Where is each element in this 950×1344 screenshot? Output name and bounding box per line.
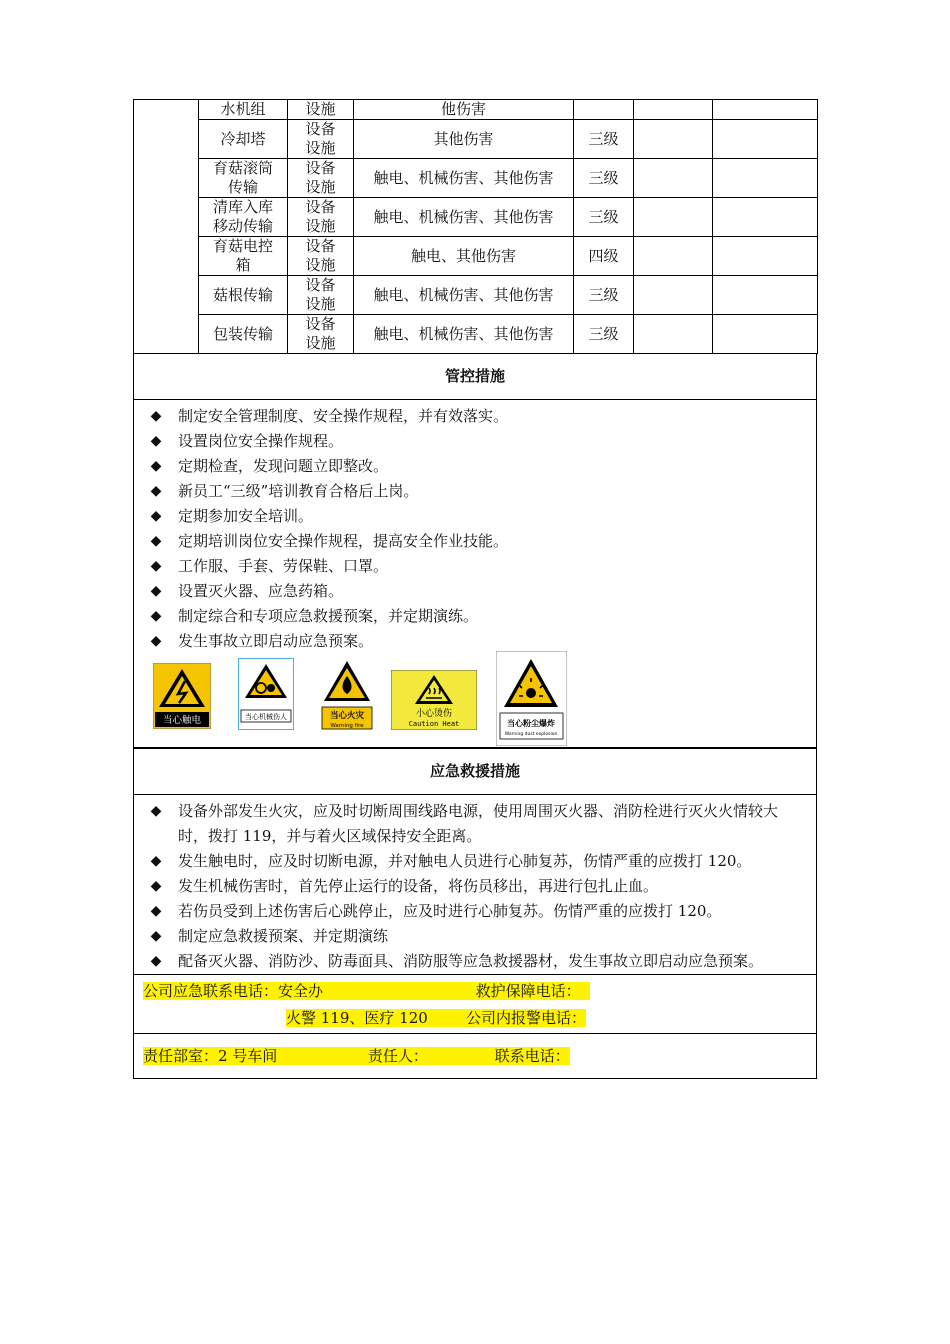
list-item [134,899,816,924]
cell-category: 设备 设施 [288,120,354,159]
cell-category: 设备 设施 [288,315,354,354]
diamond-bullet-icon: ◆ [150,483,162,499]
cell-empty [713,100,818,120]
table-row [134,120,818,159]
cell-category: 设备 设施 [288,159,354,198]
warning-signs [134,654,816,747]
merged-empty-cell [134,100,199,354]
list-item-text: 设备外部发生火灾，应及时切断周围线路电源，使用周围灭火器、消防栓进行灭火火情较大时，拨打 119，并与着火区域保持安全距离。 [178,802,779,845]
dust-explosion-sign [496,651,567,746]
cell-category: 设备 设施 [288,276,354,315]
hot-surface-sign [391,670,477,730]
list-item-text: 若伤员受到上述伤害后心跳停止，应及时进行心肺复苏。伤情严重的应拨打 120。 [178,902,722,920]
contact-block [134,974,816,1033]
hazard-table [133,99,818,354]
cell-name: 菇根传输 [199,276,288,315]
table-row [134,276,818,315]
cell-name: 清库入库 移动传输 [199,198,288,237]
list-item [134,404,816,429]
cell-hazard: 其他伤害 [354,120,574,159]
cell-hazard: 触电、机械伤害、其他伤害 [354,276,574,315]
list-item-text: 发生机械伤害时，首先停止运行的设备，将伤员移出，再进行包扎止血。 [178,877,659,895]
list-item [134,579,816,604]
cell-empty [713,159,818,198]
cell-level: 三级 [574,276,634,315]
diamond-bullet-icon: ◆ [150,803,162,819]
cell-empty [713,120,818,159]
cell-category: 设备 设施 [288,237,354,276]
cell-empty [634,120,713,159]
control-section [133,354,817,748]
list-item-text: 发生事故立即启动应急预案。 [178,632,374,650]
cell-level: 三级 [574,315,634,354]
document-page [133,99,817,1079]
cell-empty [634,198,713,237]
sign-sublabel: Warning fire [330,723,364,729]
list-item-text: 定期检查，发现问题立即整改。 [178,457,389,475]
list-item-text: 设置岗位安全操作规程。 [178,432,344,450]
list-item-text: 定期培训岗位安全操作规程，提高安全作业技能。 [178,532,509,550]
emergency-title: 应急救援措施 [134,748,816,794]
table-row [134,100,818,120]
list-item-text: 制定安全管理制度、安全操作规程，并有效落实。 [178,407,509,425]
responsibility-block [134,1033,816,1078]
list-item [134,554,816,579]
list-item [134,629,816,654]
machine-injury-sign [238,658,294,730]
responsible-person: 责任人： [367,1047,428,1065]
list-item [134,604,816,629]
list-item [134,454,816,479]
list-item-text: 制定应急救援预案、并定期演练 [178,927,389,945]
cell-empty [634,276,713,315]
sign-label: 小心烫伤 [415,709,453,719]
control-list [134,399,816,654]
fire-medical-numbers: 火警 119、医疗 120 [286,1009,428,1027]
control-title: 管控措施 [444,367,505,385]
cell-level: 三级 [574,159,634,198]
cell-name: 水机组 [199,100,288,120]
diamond-bullet-icon: ◆ [150,608,162,624]
emergency-section [133,748,817,1079]
table-row [134,237,818,276]
sign-label: 当心触电 [162,715,202,726]
cell-name: 育菇电控 箱 [199,237,288,276]
cell-level: 三级 [574,120,634,159]
cell-name: 育菇滚筒 传输 [199,159,288,198]
list-item-text: 工作服、手套、劳保鞋、口罩。 [178,557,389,575]
diamond-bullet-icon: ◆ [150,633,162,649]
diamond-bullet-icon: ◆ [150,533,162,549]
cell-hazard: 触电、机械伤害、其他伤害 [354,198,574,237]
contact-phone: 联系电话： [494,1047,570,1065]
list-item [134,849,816,874]
sign-sublabel: Warning dust explosion [504,732,558,737]
company-phone-label: 公司应急联系电话：安全办 [143,982,324,1000]
list-item [134,799,816,849]
diamond-bullet-icon: ◆ [150,408,162,424]
emergency-list [134,794,816,974]
sign-label: 当心机械伤人 [245,713,287,721]
table-row [134,159,818,198]
diamond-bullet-icon: ◆ [150,558,162,574]
diamond-bullet-icon: ◆ [150,953,162,969]
list-item [134,479,816,504]
cell-empty [713,315,818,354]
cell-empty [713,198,818,237]
cell-hazard: 触电、机械伤害、其他伤害 [354,159,574,198]
list-item [134,874,816,899]
cell-name: 包装传输 [199,315,288,354]
sign-label: 当心粉尘爆炸 [507,719,555,728]
list-item-text: 定期参加安全培训。 [178,507,314,525]
fire-sign [320,659,374,731]
cell-category: 设备 设施 [288,198,354,237]
diamond-bullet-icon: ◆ [150,928,162,944]
cell-empty [634,100,713,120]
list-item-text: 新员工“三级”培训教育合格后上岗。 [178,482,419,500]
sign-sublabel: Caution Heat [408,720,460,728]
list-item-text: 设置灭火器、应急药箱。 [178,582,344,600]
list-item [134,429,816,454]
internal-phone-label: 公司内报警电话： [465,1009,586,1027]
cell-empty [634,315,713,354]
cell-hazard: 触电、机械伤害、其他伤害 [354,315,574,354]
diamond-bullet-icon: ◆ [150,903,162,919]
list-item-text: 制定综合和专项应急救援预案，并定期演练。 [178,607,479,625]
diamond-bullet-icon: ◆ [150,458,162,474]
cell-name: 冷却塔 [199,120,288,159]
cell-empty [713,276,818,315]
cell-empty [713,237,818,276]
cell-empty [634,237,713,276]
diamond-bullet-icon: ◆ [150,878,162,894]
cell-level: 三级 [574,198,634,237]
list-item [134,924,816,949]
cell-level [574,100,634,120]
responsible-dept: 责任部室：2 号车间 [143,1047,278,1065]
cell-empty [634,159,713,198]
sign-label: 当心火灾 [329,711,365,721]
cell-hazard: 触电、其他伤害 [354,237,574,276]
diamond-bullet-icon: ◆ [150,583,162,599]
cell-hazard: 他伤害 [354,100,574,120]
list-item [134,504,816,529]
list-item-text: 配备灭火器、消防沙、防毒面具、消防服等应急救援器材，发生事故立即启动应急预案。 [178,952,764,970]
table-row [134,198,818,237]
diamond-bullet-icon: ◆ [150,508,162,524]
cell-level: 四级 [574,237,634,276]
cell-category: 设施 [288,100,354,120]
electric-shock-sign [153,663,211,729]
rescue-phone-label: 救护保障电话： [475,982,581,1000]
list-item [134,529,816,554]
diamond-bullet-icon: ◆ [150,853,162,869]
list-item-text: 发生触电时，应及时切断电源，并对触电人员进行心肺复苏，伤情严重的应拨打 120。 [178,852,752,870]
list-item [134,949,816,974]
table-row [134,315,818,354]
diamond-bullet-icon: ◆ [150,433,162,449]
